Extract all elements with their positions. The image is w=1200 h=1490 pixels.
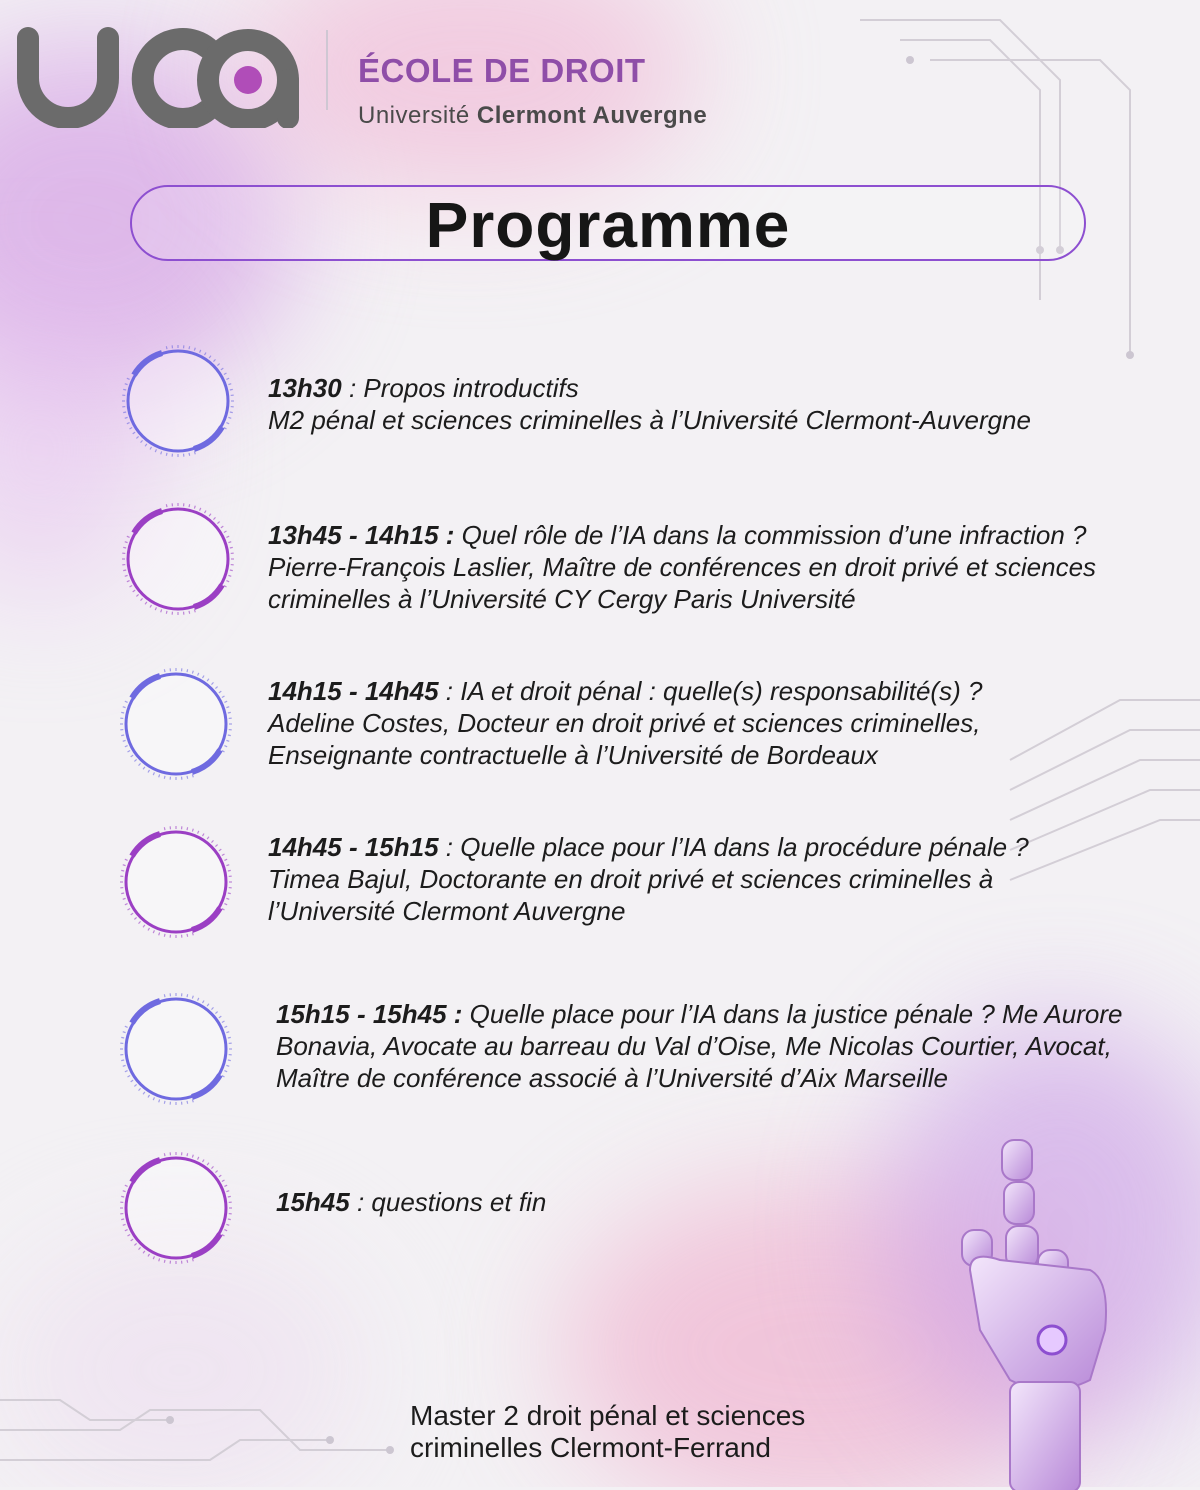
program-item: 13h45 - 14h15 : Quel rôle de l’IA dans la commission d’une infraction ? Pierre-François Laslier, Maître de conférences en droit privé et sciences criminelles à l’Université CY Cergy Paris Université	[268, 519, 1193, 615]
circle-ring-icon	[120, 993, 232, 1105]
school-name: ÉCOLE DE DROIT	[358, 52, 646, 90]
program-item: 14h45 - 15h15 : Quelle place pour l’IA dans la procédure pénale ? Timea Bajul, Doctorante en droit privé et sciences criminelles à l’Université Clermont Auvergne	[268, 831, 1148, 927]
circle-ring-icon	[122, 345, 234, 457]
robot-hand-illustration	[940, 1120, 1140, 1490]
page-title: Programme	[426, 193, 791, 257]
program-item: 13h30 : Propos introductifs M2 pénal et sciences criminelles à l’Université Clermont-Auvergne	[268, 372, 1168, 436]
program-item: 15h15 - 15h45 : Quelle place pour l’IA dans la justice pénale ? Me Aurore Bonavia, Avocate au barreau du Val d’Oise, Me Nicolas Courtier, Avocat, Maître de conférence associé à l’Université d’Aix Marseille	[276, 998, 1144, 1094]
circle-ring-icon	[120, 668, 232, 780]
circle-ring-icon	[122, 503, 234, 615]
header-separator	[326, 30, 328, 110]
circle-ring-icon	[120, 1152, 232, 1264]
footer-text: Master 2 droit pénal et sciences criminelles Clermont-Ferrand	[410, 1400, 805, 1464]
university-name: Université Clermont Auvergne	[358, 102, 707, 130]
uca-logo	[10, 18, 310, 128]
program-item: 15h45 : questions et fin	[276, 1186, 976, 1218]
circle-ring-icon	[120, 826, 232, 938]
program-item: 14h15 - 14h45 : IA et droit pénal : quelle(s) responsabilité(s) ? Adeline Costes, Docteur en droit privé et sciences criminelles, Enseignante contractuelle à l’Université de Bordeaux	[268, 675, 1148, 771]
title-box	[130, 185, 1086, 261]
